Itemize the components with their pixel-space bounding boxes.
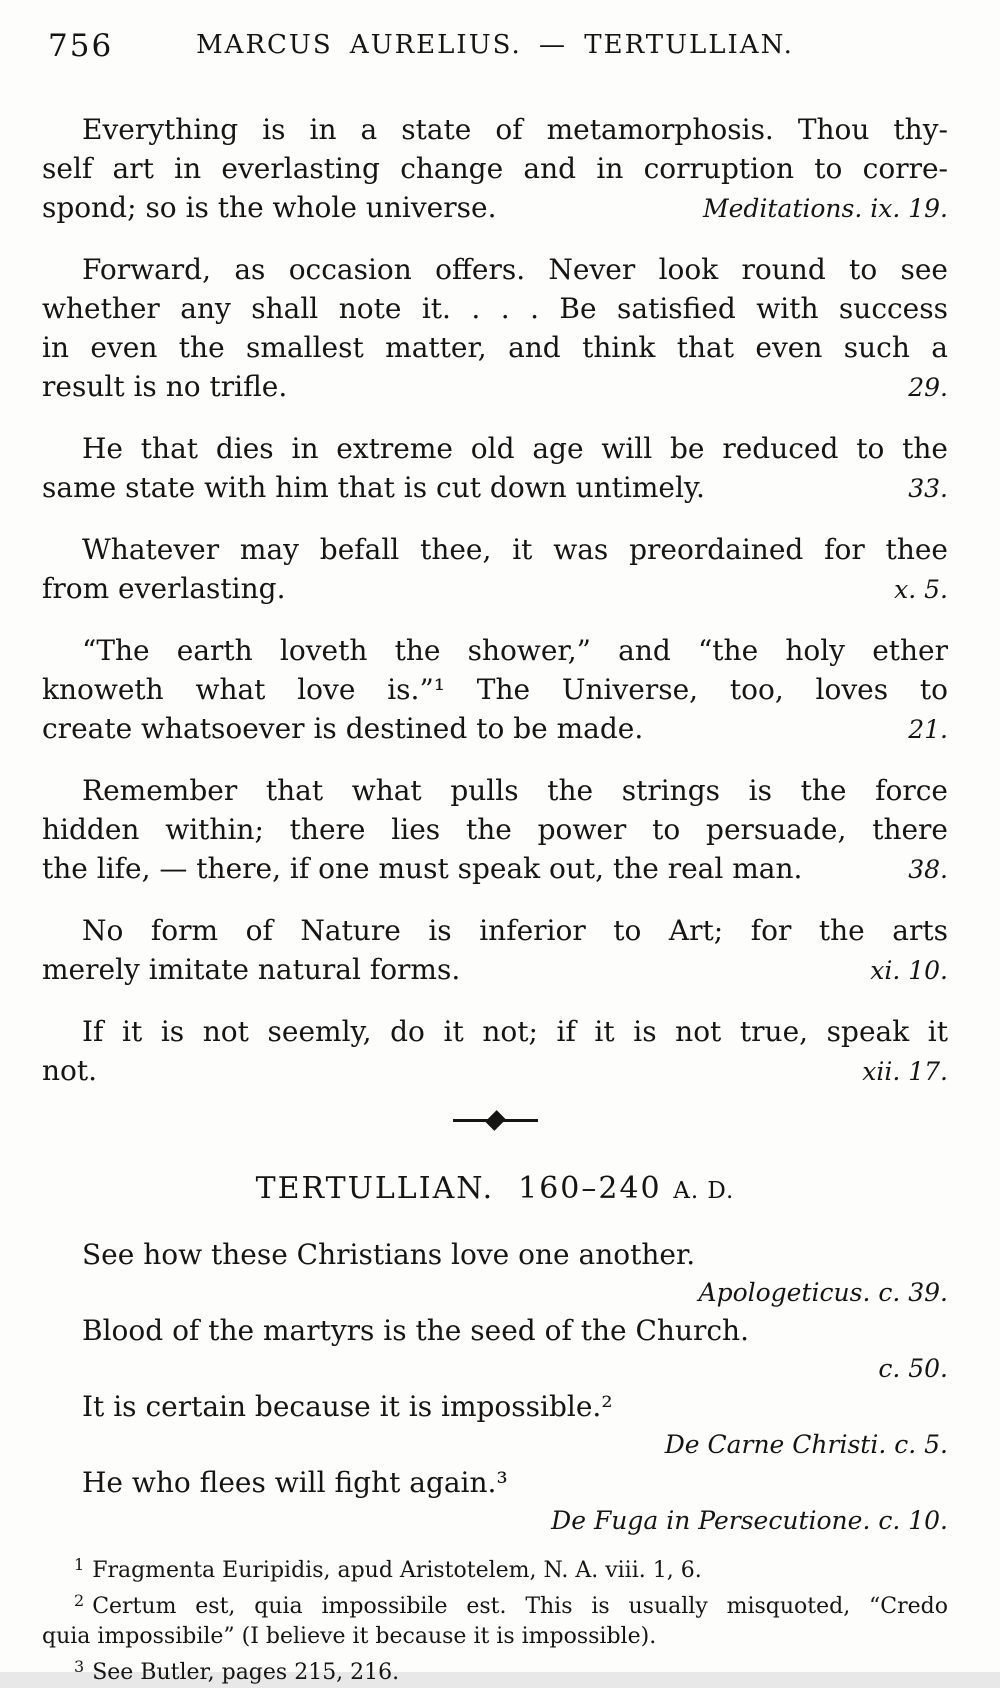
quote-paragraph bbox=[42, 631, 948, 749]
footnote-line: quia impossibile” (I believe it because it is impossible). bbox=[42, 1624, 657, 1649]
tertullian-name: TERTULLIAN. bbox=[255, 1171, 495, 1206]
quote-paragraph bbox=[42, 1312, 948, 1388]
quote-line: Forward, as occasion offers. Never look round to see bbox=[82, 253, 948, 286]
quote-line: in even the smallest matter, and think that even such a bbox=[42, 331, 948, 364]
footnote bbox=[42, 1652, 948, 1688]
quote-citation: xii. 17. bbox=[862, 1057, 948, 1086]
quote-text: result is no trifle. bbox=[42, 370, 288, 403]
footnote-line bbox=[42, 1550, 948, 1586]
quote-text: the life, — there, if one must speak out, the real man. bbox=[42, 852, 803, 885]
footnote-marker: 3 bbox=[74, 1657, 85, 1676]
quote-citation: Meditations. ix. 19. bbox=[702, 194, 948, 223]
quote-paragraph bbox=[42, 429, 948, 508]
quote-line: knoweth what love is.”¹ The Universe, too, loves to bbox=[42, 673, 948, 706]
divider-diamond-icon bbox=[485, 1110, 506, 1131]
quote-text: from everlasting. bbox=[42, 572, 286, 605]
footnote bbox=[42, 1550, 948, 1586]
quote-paragraph bbox=[42, 250, 948, 407]
footnote-text: See Butler, pages 215, 216. bbox=[92, 1660, 400, 1685]
quote-citation: xi. 10. bbox=[870, 956, 948, 985]
quote-citation: 21. bbox=[908, 715, 948, 744]
section-heading-tertullian bbox=[42, 1171, 948, 1206]
section-divider-ornament bbox=[42, 1113, 948, 1127]
quote-line: hidden within; there lies the power to persuade, there bbox=[42, 813, 948, 846]
quote-citation: 29. bbox=[908, 373, 948, 402]
quote-last-line bbox=[42, 1051, 948, 1091]
quote-text: It is certain because it is impossible.² bbox=[82, 1390, 613, 1423]
footnote-line bbox=[42, 1586, 948, 1622]
quote-paragraph bbox=[42, 771, 948, 889]
marcus-aurelius-quotes bbox=[42, 110, 948, 1091]
quote-citation: Apologeticus. c. 39. bbox=[698, 1278, 948, 1307]
quote-line: “The earth loveth the shower,” and “the holy ether bbox=[82, 634, 948, 667]
quote-text: same state with him that is cut down untimely. bbox=[42, 471, 705, 504]
footnote-marker: 2 bbox=[74, 1591, 85, 1610]
footnote-text: Fragmenta Euripidis, apud Aristotelem, N. A. viii. 1, 6. bbox=[92, 1558, 702, 1583]
quote-citation: c. 50. bbox=[878, 1354, 948, 1383]
footnote bbox=[42, 1586, 948, 1652]
quote-text: He who flees will fight again.³ bbox=[82, 1466, 508, 1499]
quote-paragraph bbox=[42, 1236, 948, 1312]
running-title: MARCUS AURELIUS. — TERTULLIAN. bbox=[196, 30, 794, 60]
quote-line: No form of Nature is inferior to Art; for the arts bbox=[82, 914, 948, 947]
tertullian-dates: 160–240 bbox=[518, 1171, 662, 1206]
quote-last-line bbox=[42, 709, 948, 749]
quote-citation: De Fuga in Persecutione. c. 10. bbox=[551, 1506, 948, 1535]
footnotes bbox=[42, 1550, 948, 1688]
quote-line: Remember that what pulls the strings is the force bbox=[82, 774, 948, 807]
quote-line: Whatever may befall thee, it was preordained for thee bbox=[82, 533, 948, 566]
quote-line: self art in everlasting change and in corruption to corre- bbox=[42, 152, 948, 185]
quote-paragraph bbox=[42, 1012, 948, 1091]
quote-last-line bbox=[42, 849, 948, 889]
quote-citation: 33. bbox=[908, 474, 948, 503]
quote-citation: 38. bbox=[908, 855, 948, 884]
quote-text: See how these Christians love one another. bbox=[82, 1238, 696, 1271]
quote-citation: x. 5. bbox=[894, 575, 948, 604]
quote-paragraph bbox=[42, 1388, 948, 1464]
quote-last-line bbox=[42, 569, 948, 609]
footnote-line bbox=[42, 1652, 948, 1688]
quote-last-line bbox=[42, 950, 948, 990]
quote-last-line bbox=[42, 188, 948, 228]
quote-paragraph bbox=[42, 110, 948, 228]
quote-line: If it is not seemly, do it not; if it is not true, speak it bbox=[82, 1015, 948, 1048]
tertullian-era: A. D. bbox=[673, 1178, 735, 1204]
quote-text: spond; so is the whole universe. bbox=[42, 191, 497, 224]
quote-text: create whatsoever is destined to be made. bbox=[42, 712, 644, 745]
quote-line: He that dies in extreme old age will be reduced to the bbox=[82, 432, 948, 465]
quote-paragraph bbox=[42, 530, 948, 609]
tertullian-quotes bbox=[42, 1236, 948, 1540]
footnote-text: Certum est, quia impossibile est. This is usually misquoted, “Credo bbox=[92, 1594, 948, 1619]
quote-citation: De Carne Christi. c. 5. bbox=[664, 1430, 948, 1459]
footnote-marker: 1 bbox=[74, 1555, 85, 1574]
page-number: 756 bbox=[48, 28, 114, 64]
page-header bbox=[42, 28, 948, 64]
quote-text: not. bbox=[42, 1054, 98, 1087]
quote-text: Blood of the martyrs is the seed of the Church. bbox=[82, 1314, 749, 1347]
quote-text: merely imitate natural forms. bbox=[42, 953, 461, 986]
quote-line: Everything is in a state of metamorphosis. Thou thy- bbox=[82, 113, 948, 146]
quote-last-line bbox=[42, 367, 948, 407]
quote-paragraph bbox=[42, 1464, 948, 1540]
quote-paragraph bbox=[42, 911, 948, 990]
quote-last-line bbox=[42, 468, 948, 508]
quote-line: whether any shall note it. . . . Be satisfied with success bbox=[42, 292, 948, 325]
